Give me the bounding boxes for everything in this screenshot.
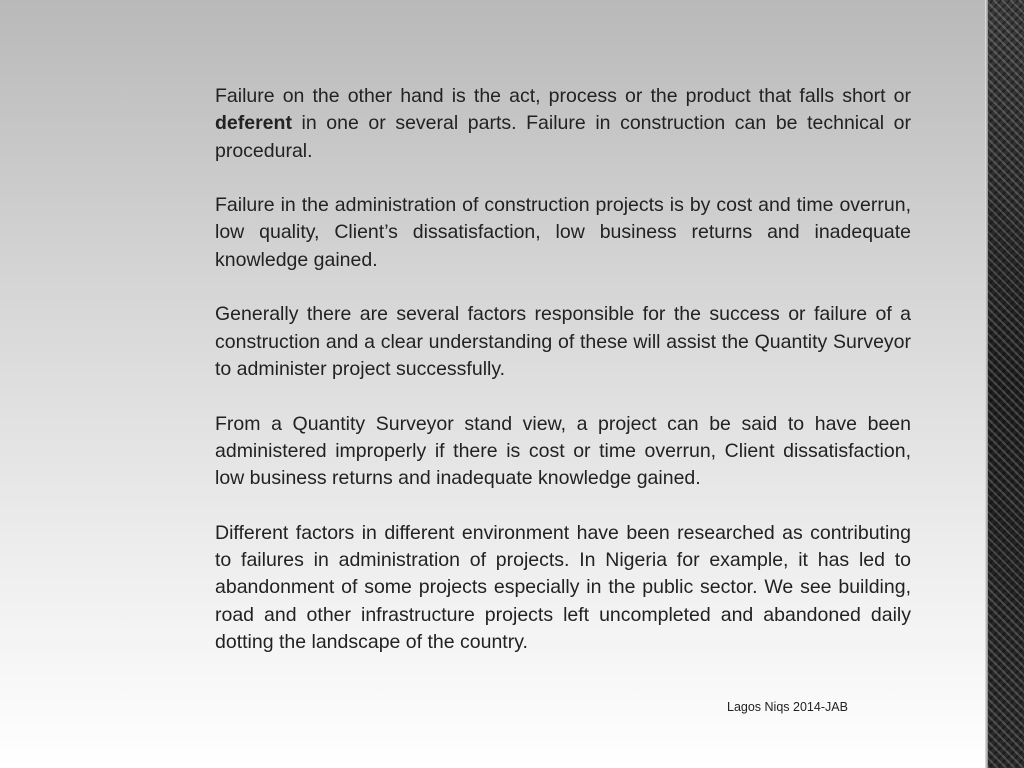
bold-term: deferent bbox=[215, 112, 292, 135]
paragraph-nigeria-example: Different factors in different environment have been researched as contributing to failures in administration of projects. In Nigeria for example, it has led to abandonment of some projects especially in the public sector. We see building, road and other infrastructure projects left uncompleted and abandoned daily dotting the landscape of the country. bbox=[215, 521, 911, 653]
slide-body bbox=[215, 83, 911, 656]
paragraph-text: in one or several parts. Failure in construction can be technical or procedural. bbox=[215, 112, 911, 162]
paragraph-quantity-surveyor-view: From a Quantity Surveyor stand view, a project can be said to have been administered improperly if there is cost or time overrun, Client dissatisfaction, low business returns and inadequate knowledge gained. bbox=[215, 412, 911, 490]
paragraph-administration-failure: Failure in the administration of construction projects is by cost and time overrun, low quality, Client’s dissatisfaction, low business returns and inadequate knowledge gained. bbox=[215, 194, 911, 271]
paragraph-success-factors: Generally there are several factors responsible for the success or failure of a construction and a clear understanding of these will assist the Quantity Surveyor to administer project successfully. bbox=[215, 303, 911, 380]
slide-footer: Lagos Niqs 2014-JAB bbox=[727, 700, 848, 714]
paragraph-failure-definition bbox=[215, 83, 911, 165]
decorative-pattern-strip bbox=[988, 0, 1024, 768]
paragraph-text: Failure on the other hand is the act, process or the product that falls short or bbox=[215, 85, 911, 107]
